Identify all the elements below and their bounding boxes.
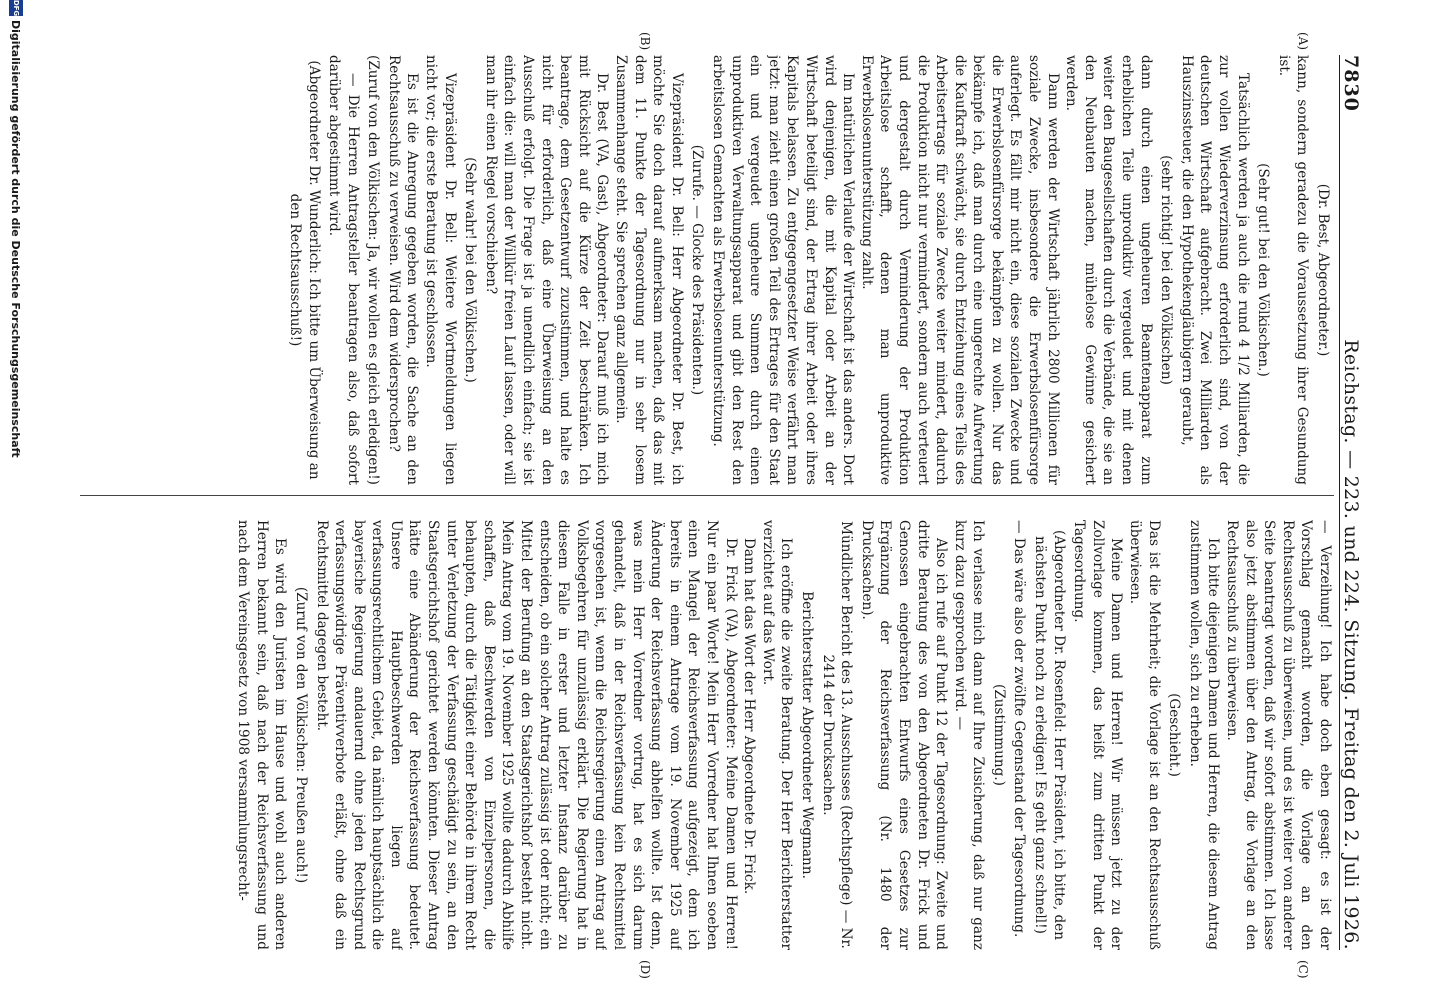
paragraph: Tatsächlich werden ja auch die rund 4 1/2 Milliarden, die zur vollen Wiederverzinsung erforderlich sind, von der deutschen Wirtschaft aufgebracht. Zwei Milliarden als Hauszinssteuer, die den Hypothekengläubigern geraubt,: [1178, 55, 1251, 485]
paragraph: Also ich rufe auf Punkt 12 der Tagesordnung: Zweite und dritte Beratung des von den Abgeordneten Dr. Frick und Genossen eingebrachten Entwurfs eines Gesetzes zur Ergänzung der Reichsverfassung (Nr. 1480 der Drucksachen).: [858, 520, 950, 950]
page-number: 7830: [1340, 55, 1362, 112]
paragraph: Ich bitte diejenigen Damen und Herren, die diesem Antrag zustimmen wollen, sich zu erheben.: [1186, 520, 1222, 950]
paragraph: Dr. Best (VA, Gast), Abgeordneter: Darauf muß ich mich mit Rücksicht auf die Kürze der Zeit beschränken. Ich beantrage, dem Gesetzentwurf zuzustimmen, und halte es nicht für erforderlich, daß eine Überweisung an den Ausschuß erfolgt. Die Frage ist ja unendlich einfach; sie ist einfach die: will man der Willkür freien Lauf lassen, oder will man ihr einen Riegel vorschieben?: [482, 55, 611, 485]
paragraph: — Verzeihung! Ich habe doch eben gesagt: es ist der Vorschlag gemacht worden, die Vorlage an den Rechtsausschuß zu überweisen, und es ist weiter von anderer Seite beantragt worden, daß wir sofort abstimmen. Ich lasse also jetzt abstimmen über den Antrag, die Vorlage an den Rechtsausschuß zu überweisen.: [1224, 520, 1333, 950]
paragraph: (Sehr wahr! bei den Völkischen.): [462, 157, 479, 383]
column-divider: [80, 495, 1334, 496]
paragraph: Ich verlasse mich dann auf Ihre Zusicherung, daß nur ganz kurz dazu gesprochen wird. —: [951, 520, 987, 950]
paragraph: (Zustimmung.): [990, 684, 1007, 786]
paragraph: (sehr richtig! bei den Völkischen): [1158, 155, 1175, 385]
paragraph: dann durch einen ungeheuren Beamtenapparat zum erheblichen Teile unproduktiv vergeudet und mit denen weiter den Baugesellschaften durch die Verbände, die sie an den Neubauten machen, mühelose Gewinne gesichert werden.: [1063, 55, 1154, 485]
footer-text: Digitalisierung gefördert durch die Deutsche Forschungsgemeinschaft: [9, 20, 23, 458]
left-text-column: [80, 55, 1334, 485]
paragraph: Es ist die Anregung gegeben worden, die Sache an den Rechtsausschuß zu verweisen. Wird dem widersprochen?: [385, 55, 421, 485]
paragraph: (Zuruf von den Völkischen: Ja, wir wollen es gleich erledigen!): [365, 55, 382, 485]
paragraph: — Die Herren Antragsteller beantragen also, daß sofort darüber abgestimmt wird.: [326, 55, 361, 485]
paragraph: Dann hat das Wort der Herr Abgeordnete Dr. Frick.: [741, 538, 758, 895]
paragraph: Vizepräsident Dr. Bell: Weitere Wortmeldungen liegen nicht vor; die erste Beratung ist geschlossen.: [423, 55, 458, 485]
paragraph: Es wird den Juristen im Hause und wohl auch anderen Herren bekannt sein, daß nach der Reichsverfassung und nach dem Vereinsgesetz von 1908 versammlungsrecht-: [235, 520, 289, 950]
paragraph: (Sehr gut! bei den Völkischen.): [1255, 163, 1272, 377]
paragraph: Im natürlichen Verlaufe der Wirtschaft ist das anders. Dort wird denjenigen, die mit Kapital oder Arbeit an der Wirtschaft beteiligt sind, der Ertrag ihrer Arbeit oder ihres Kapitals belassen. Zu entgegengesetzter Weise verfährt man jetzt: man zieht einen großen Teil des Ertrages für den Staat ein und vergeudet ungeheure Summen durch einen unproduktiven Verwaltungsapparat und gibt den Rest den arbeitslosen Gemachten als Erwerbslosenunterstützung.: [710, 55, 857, 485]
margin-mark-c: (C): [1296, 960, 1310, 979]
paragraph: Dr. Frick (VA), Abgeordneter: Meine Damen und Herren! Nur ein paar Worte! Mein Herr Vorredner hat Ihnen soeben einen Mangel der Reichsverfassung aufgezeigt, dem ich bereits in einem Antrage vom 19. November 1925 auf Änderung der Reichsverfassung abhelfen wollte. Ist denn, was mein Herr Vorredner vortrug, hat es sich darum gehandelt, daß in der Reichsverfassung kein Rechtsmittel vorgesehen ist, wenn die Reichsregierung einen Antrag auf Volksbegehren für unzulässig erklärt. Die Regierung hat in diesem Falle in erster und letzter Instanz darüber zu entscheiden, ob ein solcher Antrag zulässig ist oder nicht; ein Mittel der Berufung an den Staatsgerichtshof besteht nicht. Mein Antrag vom 19. November 1925 wollte dadurch Abhilfe schaffen, daß Beschwerden von Einzelpersonen, die behaupten, durch die Tätigkeit einer Behörde in ihrem Recht unter Verletzung der Verfassung geschädigt zu sein, an den Staatsgerichtshof gerichtet werden könnten. Dieser Antrag hätte eine Abänderung der Reichsverfassung bedeutet. Unsere Hauptbeschwerden liegen auf verfassungsrechtlichem Gebiet, da nämlich hauptsächlich die bayerische Regierung andauernd ohne jeden Rechtsgrund verfassungswidrige Präventivverbote erläßt, ohne daß ein Rechtsmittel dagegen besteht.: [313, 520, 739, 950]
margin-mark-a: (A): [1296, 32, 1310, 51]
paragraph: Vizepräsident Dr. Bell: Herr Abgeordneter Dr. Best, ich möchte Sie doch darauf aufmerksam machen, daß das mit dem 11. Punkte der Tagesordnung nur in sehr losem Zusammenhange steht. Sie sprechen ganz allgemein.: [613, 55, 685, 485]
paragraph: (Zuruf von den Völkischen: Preußen auch!): [292, 586, 309, 884]
page-header: [1339, 55, 1376, 950]
paragraph: Das ist die Mehrheit; die Vorlage ist an den Rechtsausschuß überwiesen.: [1127, 520, 1162, 950]
paragraph: — Das wäre also der zwölfte Gegenstand der Tagesordnung.: [1011, 520, 1028, 938]
right-text-column: [80, 520, 1334, 950]
paragraph: Mündlicher Bericht des 13. Ausschusses (Rechtspflege) — Nr. 2414 der Drucksachen.: [819, 521, 855, 949]
footer: [6, 0, 26, 1000]
paragraph: (Abgeordneter Dr. Rosenfeld: Herr Präsident, ich bitte, den nächsten Punkt noch zu erledigen! Es geht ganz schnell!): [1032, 530, 1067, 940]
paragraph: Ich eröffne die zweite Beratung. Der Herr Berichterstatter verzichtet auf das Wort.: [759, 520, 795, 950]
paragraph: Meine Damen und Herren! Wir müssen jetzt zu der Zollvorlage kommen, das heißt zum dritten Punkt der Tagesordnung.: [1071, 520, 1125, 950]
paragraph: (Zurufe. — Glocke des Präsidenten.): [689, 144, 706, 396]
dfg-logo-icon: DFG: [9, 0, 23, 16]
paragraph: Dann werden der Wirtschaft jährlich 2800 Millionen für soziale Zwecke, insbesondere die Erwerbslosenfürsorge auferlegt. Es fällt mir nicht ein, diese sozialen Zwecke und die Erwerbslosenfürsorge bekämpfen zu wollen. Nur das bekämpfe ich, daß man durch eine ungerechte Aufwertung die Kaufkraft schwächt, sie durch Entziehung eines Teils des Arbeitsertrags für soziale Zwecke weiter mindert, dadurch die Produktion nicht nur vermindert, sondern auch verteuert und dergestalt durch Verminderung der Produktion Arbeitslose schafft, denen man unproduktive Erwerbslosenunterstützung zahlt.: [858, 55, 1061, 485]
margin-mark-d: (D): [638, 960, 652, 979]
paragraph: (Geschieht.): [1166, 693, 1183, 777]
paragraph: Berichterstatter Abgeordneter Wegmann.: [798, 591, 815, 879]
paragraph: (Abgeordneter Dr. Wunderlich: Ich bitte um Überweisung an den Rechtsausschuß!): [286, 60, 322, 480]
paragraph: kann, sondern geradezu die Voraussetzung ihrer Gesundung ist.: [1275, 55, 1311, 485]
margin-mark-b: (B): [638, 32, 652, 51]
paragraph: (Dr. Best, Abgeordneter.): [1315, 183, 1331, 357]
page-title: Reichstag. — 223. und 224. Sitzung. Freitag den 2. Juli 1926.: [1340, 339, 1362, 950]
